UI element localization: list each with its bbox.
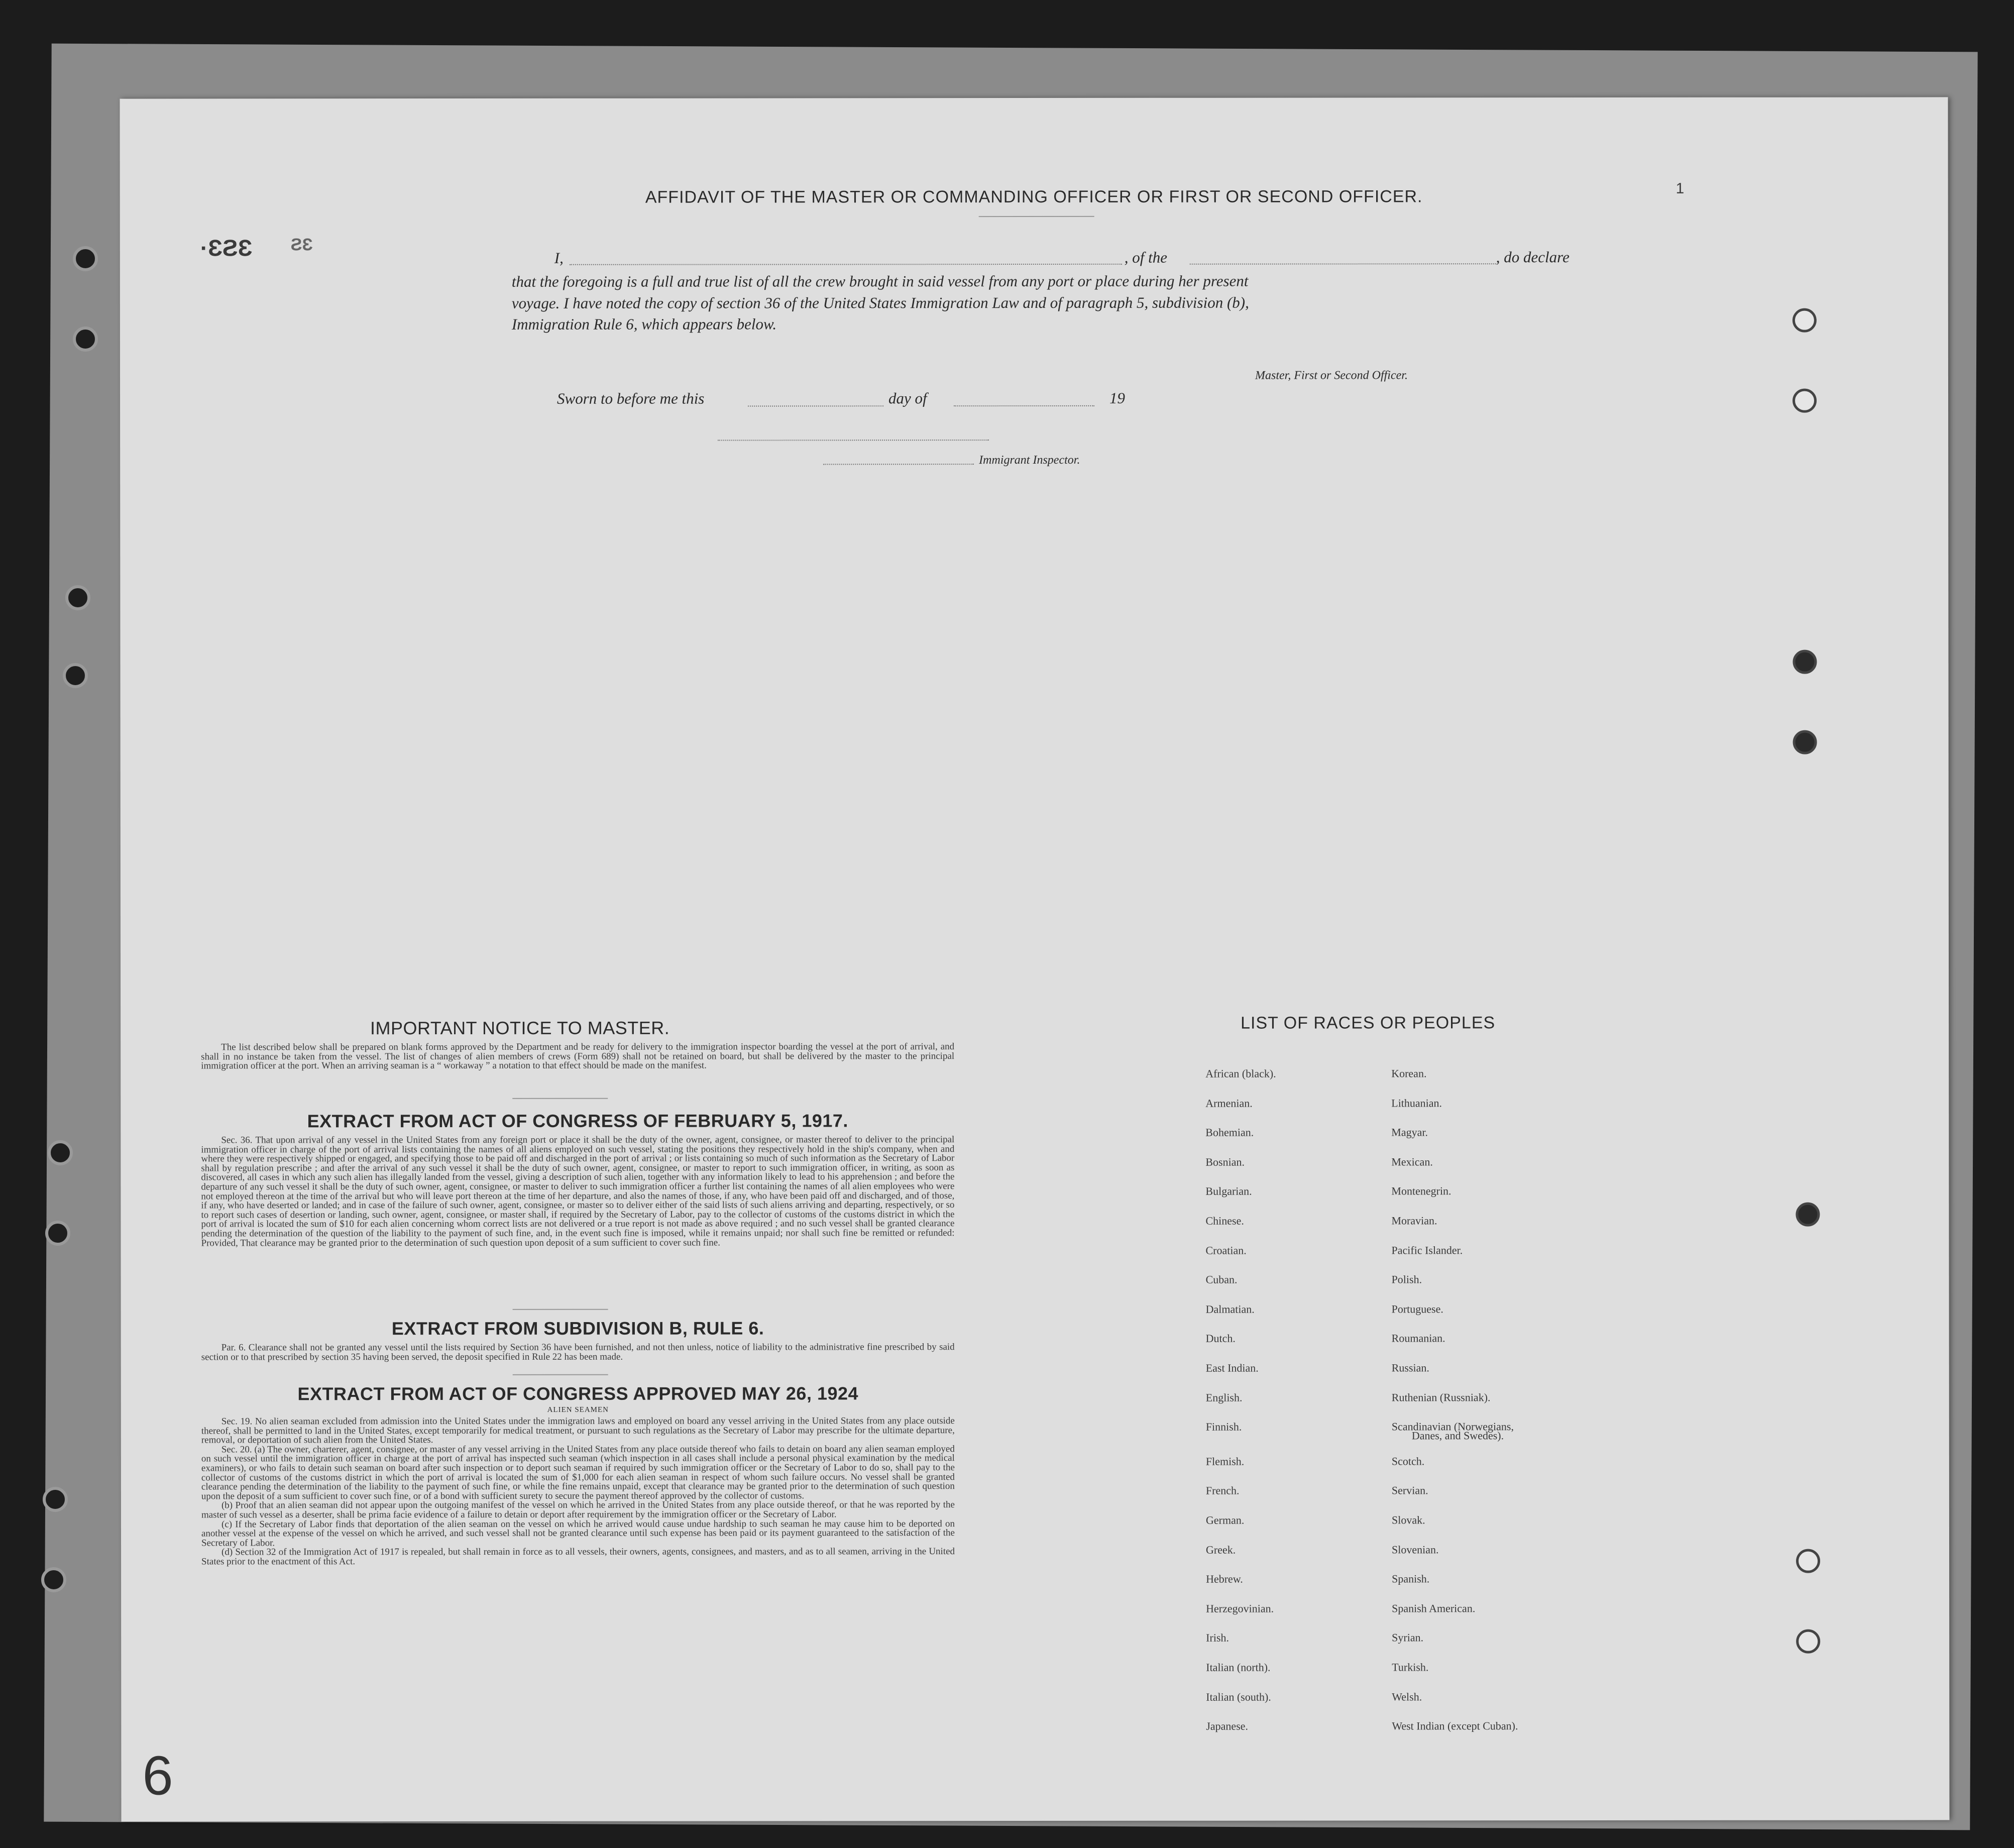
race-item: Scotch. xyxy=(1391,1455,1425,1468)
race-item: Servian. xyxy=(1391,1484,1428,1497)
race-item: Spanish American. xyxy=(1392,1602,1476,1615)
binder-hole xyxy=(1793,389,1817,413)
document-page xyxy=(120,97,1950,1821)
declare-i: I, xyxy=(554,249,564,267)
race-item: Italian (south). xyxy=(1206,1690,1271,1703)
handwritten-page-number: 6 xyxy=(142,1745,173,1807)
race-item: Moravian. xyxy=(1391,1214,1437,1227)
title-rule xyxy=(979,216,1094,217)
declare-body-2: voyage. I have noted the copy of section 36 of the United States Immigration Law and of paragraph 5, subdivision (b), xyxy=(511,293,1249,312)
section-rule xyxy=(512,1098,608,1099)
extract-1924-subtitle: ALIEN SEAMEN xyxy=(547,1405,609,1414)
race-item: Flemish. xyxy=(1205,1455,1245,1468)
declare-body-1: that the foregoing is a full and true list of all the crew brought in said vessel from any port or place during her present xyxy=(511,272,1249,290)
binder-hole xyxy=(63,663,88,688)
race-item: African (black). xyxy=(1205,1067,1276,1080)
race-item: Lithuanian. xyxy=(1391,1096,1442,1109)
page-tick-mark: 1 xyxy=(1675,180,1685,197)
master-signature-label: Master, First or Second Officer. xyxy=(1255,369,1408,382)
race-item: West Indian (except Cuban). xyxy=(1392,1719,1518,1732)
race-item: French. xyxy=(1205,1484,1240,1497)
race-item: Spanish. xyxy=(1392,1572,1430,1585)
race-item: Armenian. xyxy=(1205,1097,1253,1110)
race-item: Irish. xyxy=(1206,1632,1229,1645)
race-item: Ruthenian (Russniak). xyxy=(1391,1390,1491,1403)
race-item: Roumanian. xyxy=(1391,1332,1445,1345)
declare-body-3: Immigration Rule 6, which appears below. xyxy=(511,315,777,333)
notice-title: IMPORTANT NOTICE TO MASTER. xyxy=(370,1017,670,1039)
sworn-day-of: day of xyxy=(888,389,927,407)
extract-1917-paragraph: Sec. 36. That upon arrival of any vessel in the United States from any foreign port or place it shall be the duty of the owner, agent, consignee, or master thereof to deliver to the principal immigration officer in charge of the port of arrival lists containing the names of all aliens employed on such vessel, stating the positions they respectively hold in the ship's company, when and where they were respectively shipped or engaged, and specifying those to be paid off and discharged in the port of arrival ; or lists containing so much of such information as the Secretary of Labor shall by regulation prescribe ; and after the arrival of any such vessel it shall be the duty of such owner, agent, consignee, or master to report to such immigration officer, in writing, as soon as discovered, all cases in which any such alien has illegally landed from the vessel, giving a description of such alien, together with any information likely to lead to his apprehension ; and before the departure of any such vessel it shall be the duty of such owner, agent, consignee, or master to deliver to such immigration officer a further list containing the names of all alien employees who were not employed thereon at the time of the arrival but who will leave port thereon at the time of her departure, and also the names of those, if any, who have been paid off and discharged, and of those, if any, who have deserted or landed; and in case of the failure of such owner, agent, consignee, or master so to deliver either of the said lists of such aliens arriving and departing, respectively, or so to report such cases of desertion or landing, such owner, agent, consignee, or master shall, if required by the Secretary of Labor, pay to the collector of customs of the customs district in which the port of arrival is located the sum of $10 for each alien concerning whom correct lists are not delivered or a true report is not made as above required ; and no such vessel shall be granted clearance pending the determination of the question of the liability to the payment of such fine, and, in the event such fine is imposed, while it remains unpaid; nor shall such fine be remitted or refunded: Provided, That clearance may be granted prior to the determination of such question upon deposit of a sum sufficient to cover such fine. xyxy=(201,1134,955,1248)
declarant-name-line[interactable] xyxy=(570,264,1122,265)
binder-hole xyxy=(1796,1629,1820,1654)
notice-paragraph: The list described below shall be prepared on blank forms approved by the Department and be ready for delivery to the immigration inspector boarding the vessel at the port of arrival, and shall in no instance be taken from the vessel. The list of changes of alien members of crews (Form 689) shall not be retained on board, but shall be delivered by the master to the principal immigration officer at the port. When an arriving seaman is a “ workaway ” a notation to that effect should be made on the manifest. xyxy=(201,1041,955,1071)
binder-hole xyxy=(65,585,90,610)
race-item: Cuban. xyxy=(1205,1273,1238,1286)
race-item: Dutch. xyxy=(1205,1332,1236,1345)
race-item: Scandinavian (Norwegians, xyxy=(1391,1420,1514,1433)
extract-rule6-paragraph: Par. 6. Clearance shall not be granted any vessel until the lists required by Section 36 have been furnished, and not then unless, notice of liability to the administrative fine prescribed by said section or to that prescribed by section 35 having been served, the deposit specified in Rule 22 has been made. xyxy=(201,1342,955,1363)
section-rule xyxy=(513,1309,608,1310)
extract-rule6-text xyxy=(201,1343,955,1362)
inspector-line-2[interactable] xyxy=(823,464,974,465)
binder-hole xyxy=(1796,1203,1820,1227)
sworn-year: 19 xyxy=(1109,389,1126,407)
declare-end: , do declare xyxy=(1496,248,1570,266)
affidavit-title: AFFIDAVIT OF THE MASTER OR COMMANDING OFFICER OR FIRST OR SECOND OFFICER. xyxy=(645,187,1423,207)
extract-1924-sec20d: (d) Section 32 of the Immigration Act of 1917 is repealed, but shall remain in force as to all vessels, their owners, agents, consignees, and masters, and as to all seamen, arriving in the United States prior to the enactment of this Act. xyxy=(201,1546,955,1567)
race-item: Bosnian. xyxy=(1205,1155,1245,1168)
binder-hole xyxy=(73,246,98,271)
race-scandinavian-continued: Danes, and Swedes). xyxy=(1411,1429,1504,1442)
race-item: Bulgarian. xyxy=(1205,1185,1252,1198)
binder-hole xyxy=(41,1567,66,1592)
binder-hole xyxy=(1796,1549,1820,1573)
inspector-line-1[interactable] xyxy=(718,440,989,441)
binder-hole xyxy=(1793,650,1817,674)
race-item: English. xyxy=(1205,1391,1243,1404)
race-item: Russian. xyxy=(1391,1361,1429,1374)
stamp-number-faint: ƧƐ xyxy=(290,235,313,255)
extract-rule6-title: EXTRACT FROM SUBDIVISION B, RULE 6. xyxy=(391,1318,764,1339)
race-item: Greek. xyxy=(1206,1543,1236,1556)
sworn-day-line[interactable] xyxy=(748,405,883,406)
race-item: Chinese. xyxy=(1205,1214,1244,1227)
race-item: Portuguese. xyxy=(1391,1302,1443,1316)
declare-of-the: , of the xyxy=(1124,248,1168,266)
extract-1924-sec20b: (b) Proof that an alien seaman did not appear upon the outgoing manifest of the vessel on which he arrived in the United States from any place outside thereof, or that he was reported by the master of such vessel as a deserter, shall be prima facie evidence of a failure to detain or deport after requirement by the immigration officer or the Secretary of Labor. xyxy=(201,1499,955,1520)
race-item: Japanese. xyxy=(1206,1719,1249,1732)
race-item: Slovenian. xyxy=(1392,1543,1439,1556)
extract-1924-title: EXTRACT FROM ACT OF CONGRESS APPROVED MAY 26, 1924 xyxy=(297,1383,859,1404)
race-item: East Indian. xyxy=(1205,1361,1259,1374)
race-item: Welsh. xyxy=(1392,1690,1422,1703)
inspector-label: Immigrant Inspector. xyxy=(979,453,1080,467)
vessel-name-line[interactable] xyxy=(1190,263,1496,265)
race-item: Dalmatian. xyxy=(1205,1302,1255,1316)
race-item: Croatian. xyxy=(1205,1244,1247,1257)
race-item: Slovak. xyxy=(1391,1513,1425,1527)
race-item: Magyar. xyxy=(1391,1126,1428,1139)
extract-1917-text xyxy=(201,1135,954,1248)
extract-1924-text xyxy=(201,1417,955,1567)
race-item: Hebrew. xyxy=(1206,1572,1243,1585)
race-item: Finnish. xyxy=(1205,1420,1242,1433)
sworn-month-line[interactable] xyxy=(954,405,1094,406)
extract-1924-sec20c: (c) If the Secretary of Labor finds that deportation of the alien seaman on the vessel on which he arrived would cause undue hardship to such seaman he may cause him to be deported on another vessel at the expense of the vessel on which he arrived, and such vessel shall not be granted clearance until such expense has been paid or its payment guaranteed to the satisfaction of the Secretary of Labor. xyxy=(201,1518,955,1549)
stamp-number: ·ƐƧƐ xyxy=(200,235,253,261)
binder-hole xyxy=(73,327,98,352)
extract-1924-sec20a: Sec. 20. (a) The owner, charterer, agent, consignee, or master of any vessel arriving in the United States from any place outside thereof who fails to detain on board any alien seaman employed on such vessel until the immigration officer in charge at the port of arrival has inspected such seaman (which inspection in all cases shall include a personal physical examination by the medical examiners), or who fails to detain such seaman on board after such inspection or to deport such seaman if required by such immigration officer or the Secretary of Labor to do so, shall pay to the collector of customs of the customs district in which the port of arrival is located the sum of $1,000 for each alien seaman in respect of whom such failure occurs. No vessel shall be granted clearance pending the determination of the liability to the payment of such fine, or while the fine remains unpaid, except that clearance may be granted prior to the determination of such question upon the deposit of a sum sufficient to cover such fine, or of a bond with sufficient surety to secure the payment thereof approved by the collector of customs. xyxy=(201,1443,955,1502)
binder-hole xyxy=(43,1487,68,1512)
race-item: Polish. xyxy=(1391,1273,1422,1286)
binder-hole xyxy=(48,1140,73,1165)
race-item: German. xyxy=(1205,1513,1245,1527)
extract-1917-title: EXTRACT FROM ACT OF CONGRESS OF FEBRUARY 5, 1917. xyxy=(307,1110,848,1132)
race-item: Syrian. xyxy=(1392,1631,1424,1644)
section-rule xyxy=(513,1374,608,1375)
notice-text xyxy=(201,1042,954,1071)
race-item: Herzegovinian. xyxy=(1206,1602,1274,1615)
race-item: Bohemian. xyxy=(1205,1126,1254,1139)
race-item: Pacific Islander. xyxy=(1391,1243,1463,1256)
race-item: Korean. xyxy=(1391,1067,1427,1080)
race-item: Turkish. xyxy=(1392,1661,1429,1674)
race-item: Italian (north). xyxy=(1206,1661,1271,1674)
extract-1924-sec19: Sec. 19. No alien seaman excluded from admission into the United States under the immigration laws and employed on board any vessel arriving in the United States from any place outside thereof, shall be permitted to land in the United States, except temporarily for medical treatment, or pursuant to such regulations as the Secretary of Labor may prescribe for the ultimate departure, removal, or deportation of such alien from the United States. xyxy=(201,1416,955,1446)
sworn-before: Sworn to before me this xyxy=(557,389,705,407)
binder-hole xyxy=(1793,308,1817,333)
races-title: LIST OF RACES OR PEOPLES xyxy=(1241,1013,1496,1033)
race-item: Montenegrin. xyxy=(1391,1184,1451,1198)
race-item: Mexican. xyxy=(1391,1155,1433,1168)
binder-hole xyxy=(45,1221,70,1246)
binder-hole xyxy=(1793,730,1817,754)
